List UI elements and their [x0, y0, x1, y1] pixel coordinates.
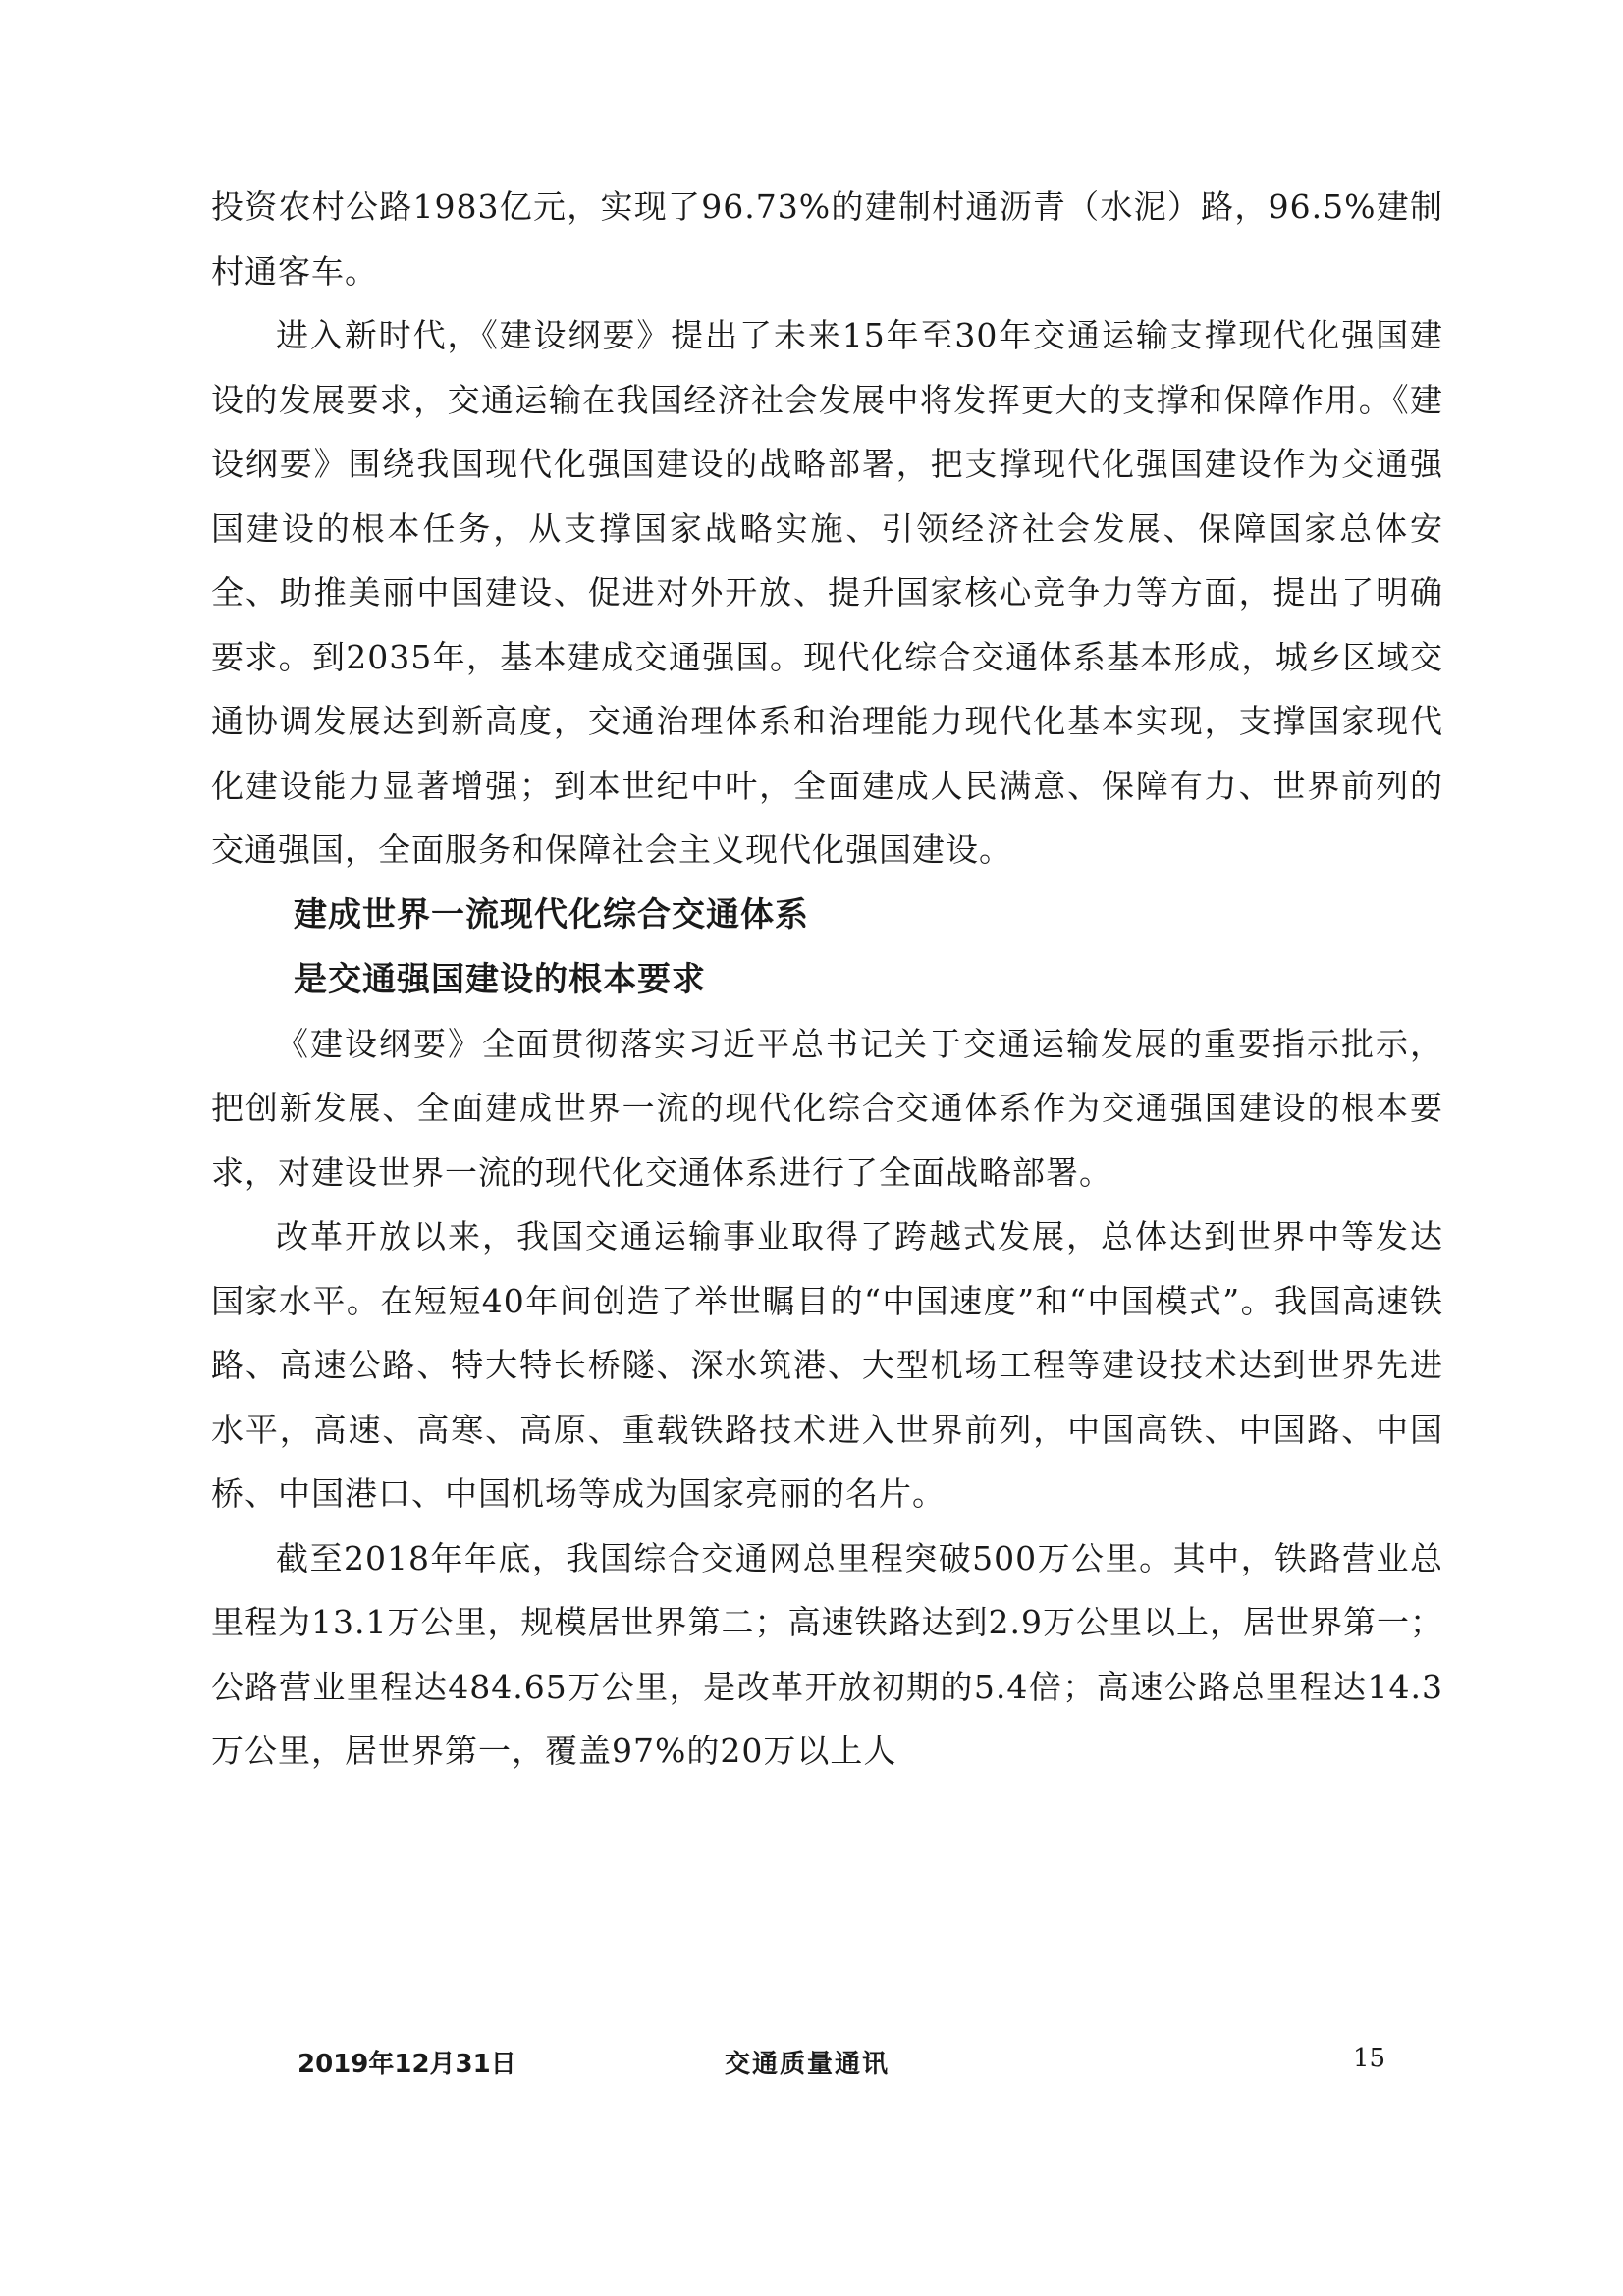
footer-publication-title: 交通质量通讯: [725, 2050, 891, 2079]
paragraph-reform-achievements: 改革开放以来，我国交通运输事业取得了跨越式发展，总体达到世界中等发达国家水平。在短短40年间创造了举世瞩目的“中国速度”和“中国模式”。我国高速铁路、高速公路、特大特长桥隧、深水筑港、大型机场工程等建设技术达到世界先进水平，高速、高寒、高原、重载铁路技术进入世界前列，中国高铁、中国路、中国桥、中国港口、中国机场等成为国家亮丽的名片。: [211, 1217, 1443, 1513]
paragraph-outline-requirements: 《建设纲要》全面贯彻落实习近平总书记关于交通运输发展的重要指示批示，把创新发展、全面建成世界一流的现代化综合交通体系作为交通强国建设的根本要求，对建设世界一流的现代化交通体系进行了全面战略部署。: [211, 1024, 1443, 1192]
article-body: [211, 175, 1443, 1784]
footer-date: 2019年12月31日: [298, 2050, 516, 2079]
footer-page-number: 15: [1353, 2044, 1386, 2073]
paragraph-new-era: 进入新时代，《建设纲要》提出了未来15年至30年交通运输支撑现代化强国建设的发展要求，交通运输在我国经济社会发展中将发挥更大的支撑和保障作用。《建设纲要》围绕我国现代化强国建设的战略部署，把支撑现代化强国建设作为交通强国建设的根本任务，从支撑国家战略实施、引领经济社会发展、保障国家总体安全、助推美丽中国建设、促进对外开放、提升国家核心竞争力等方面，提出了明确要求。到2035年，基本建成交通强国。现代化综合交通体系基本形成，城乡区域交通协调发展达到新高度，交通治理体系和治理能力现代化基本实现，支撑国家现代化建设能力显著增强；到本世纪中叶，全面建成人民满意、保障有力、世界前列的交通强国，全面服务和保障社会主义现代化强国建设。: [211, 316, 1443, 869]
paragraph-network-statistics: 截至2018年年底，我国综合交通网总里程突破500万公里。其中，铁路营业总里程为13.1万公里，规模居世界第二；高速铁路达到2.9万公里以上，居世界第一；公路营业里程达484.65万公里，是改革开放初期的5.4倍；高速公路总里程达14.3万公里，居世界第一，覆盖97%的20万以上人: [211, 1538, 1443, 1770]
section-heading-line-1: 建成世界一流现代化综合交通体系: [294, 894, 809, 934]
paragraph-continuation: 投资农村公路1983亿元，实现了96.73%的建制村通沥青（水泥）路，96.5%建制村通客车。: [211, 187, 1443, 291]
section-heading-line-2: 是交通强国建设的根本要求: [294, 959, 706, 999]
page-footer: [0, 2044, 1623, 2083]
